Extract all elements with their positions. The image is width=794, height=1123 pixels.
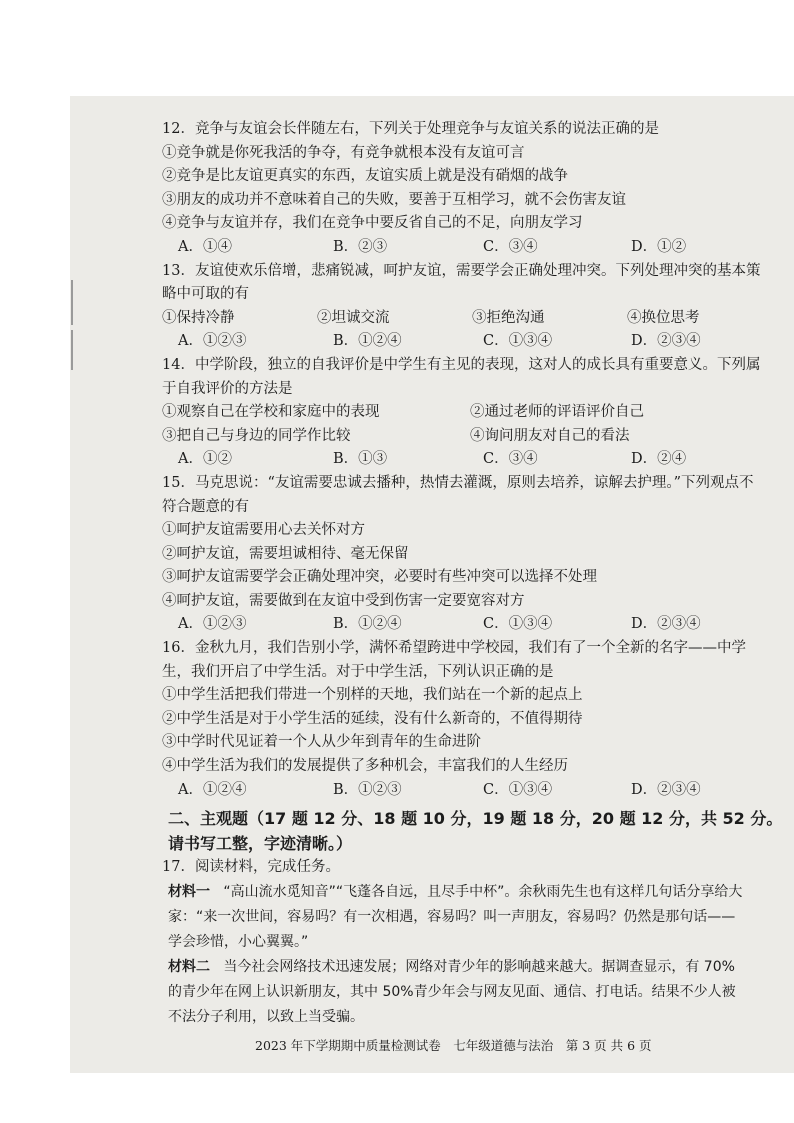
answer-options: [162, 330, 762, 354]
question-12: [162, 118, 762, 260]
question-stem: 14．中学阶段，独立的自我评价是中学生有主见的表现，这对人的成长具有重要意义。下列属于自我评价的方法是: [162, 356, 761, 397]
option-a: A．①②③: [178, 333, 247, 350]
option-d: D．②③④: [631, 616, 701, 633]
statement: ②中学生活是对于小学生活的延续，没有什么新奇的，不值得期待: [162, 710, 583, 727]
material-two: [168, 955, 748, 1030]
question-15: [162, 472, 762, 637]
material-label: 材料一: [168, 883, 210, 900]
answer-options: [162, 448, 762, 472]
option-d: D．②③④: [631, 333, 701, 350]
option-b: B．①②④: [333, 333, 402, 350]
statement: ②竞争是比友谊更真实的东西，友谊实质上就是没有硝烟的战争: [162, 168, 568, 185]
question-stem: 16．金秋九月，我们告别小学，满怀希望跨进中学校园，我们有了一个全新的名字——中学生，我们开启了中学生活。对于中学生活，下列认识正确的是: [162, 640, 746, 680]
question-stem: 15．马克思说：“友谊需要忠诚去播种，热情去灌溉，原则去培养，谅解去护理。”下列观点不符合题意的有: [162, 474, 754, 515]
statement: ②通过老师的评语评价自己: [470, 404, 644, 421]
statement: ④竞争与友谊并存，我们在竞争中要反省自己的不足，向朋友学习: [162, 215, 583, 232]
page-footer: 2023 年下学期期中质量检测试卷 七年级道德与法治 第 3 页 共 6 页: [255, 1038, 652, 1053]
statement: ③朋友的成功并不意味着自己的失败，要善于互相学习，就不会伤害友谊: [162, 191, 626, 208]
option-a: A．①②④: [178, 781, 247, 798]
option-c: C．③④: [483, 451, 538, 468]
option-c: C．①③④: [483, 781, 553, 798]
option-a: A．①②③: [178, 616, 247, 633]
statement: ④中学生活为我们的发展提供了多种机会，丰富我们的人生经历: [162, 758, 568, 775]
statement: ③中学时代见证着一个人从少年到青年的生命进阶: [162, 734, 481, 751]
option-a: A．①②: [178, 451, 232, 468]
material-text: “高山流水觅知音”“飞蓬各自远，且尽手中杯”。余秋雨先生也有这样几句话分享给大家：“来一次世间，容易吗？有一次相遇，容易吗？叫一声朋友，容易吗？仍然是那句话——学会珍惜，小心翼翼。”: [168, 883, 743, 950]
material-label: 材料二: [168, 958, 210, 975]
question-16: [162, 637, 762, 802]
statement: ②坦诚交流: [317, 309, 390, 326]
option-b: B．①③: [333, 451, 388, 468]
option-d: D．①②: [631, 238, 687, 255]
statement-row: [162, 401, 762, 425]
question-stem: 12．竞争与友谊会长伴随左右，下列关于处理竞争与友谊关系的说法正确的是: [162, 121, 659, 137]
question-stem: 17．阅读材料，完成任务。: [162, 859, 340, 876]
statement: ③呵护友谊需要学会正确处理冲突，必要时有些冲突可以选择不处理: [162, 569, 597, 586]
answer-options: [162, 779, 762, 803]
answer-options: [162, 236, 762, 260]
statement: ③拒绝沟通: [472, 309, 545, 326]
statement: ①中学生活把我们带进一个别样的天地，我们站在一个新的起点上: [162, 687, 583, 704]
statement-row: [162, 307, 762, 331]
option-c: C．③④: [483, 238, 538, 255]
binding-mark: [71, 280, 73, 325]
question-14: [162, 354, 762, 472]
exam-content: [162, 118, 783, 1030]
binding-mark: [71, 330, 73, 370]
question-stem: 13．友谊使欢乐倍增，悲痛锐减，呵护友谊，需要学会正确处理冲突。下列处理冲突的基本策略中可取的有: [162, 262, 761, 303]
statement: ①竞争就是你死我活的争夺，有竞争就根本没有友谊可言: [162, 144, 525, 161]
statement-row: [162, 425, 762, 449]
answer-options: [162, 613, 762, 637]
statement: ①观察自己在学校和家庭中的表现: [162, 404, 380, 421]
statement: ②呵护友谊，需要坦诚相待、毫无保留: [162, 545, 409, 562]
statement: ③把自己与身边的同学作比较: [162, 427, 351, 444]
option-a: A．①④: [178, 238, 232, 255]
statement: ①保持冷静: [162, 309, 235, 326]
option-c: C．①③④: [483, 333, 553, 350]
statement: ④换位思考: [627, 309, 700, 326]
option-d: D．②④: [631, 451, 687, 468]
material-text: 当今社会网络技术迅速发展；网络对青少年的影响越来越大。据调查显示，有 70%的青少年在网上认识新朋友，其中 50%青少年会与网友见面、通信、打电话。结果不少人被不法分子利用，以致上当受骗。: [168, 958, 736, 1025]
statement: ④呵护友谊，需要做到在友谊中受到伤害一定要宽容对方: [162, 592, 525, 609]
question-17: [162, 856, 762, 1030]
option-b: B．①②③: [333, 781, 402, 798]
option-b: B．②③: [333, 238, 388, 255]
statement: ①呵护友谊需要用心去关怀对方: [162, 522, 365, 539]
section-heading: 二、主观题（17 题 12 分、18 题 10 分，19 题 18 分，20 题 12 分，共 52 分。: [168, 809, 783, 829]
section-note: 请书写工整，字迹清晰。）: [168, 834, 353, 854]
option-d: D．②③④: [631, 781, 701, 798]
option-c: C．①③④: [483, 616, 553, 633]
material-one: [168, 880, 748, 955]
statement: ④询问朋友对自己的看法: [470, 427, 630, 444]
option-b: B．①②④: [333, 616, 402, 633]
question-13: [162, 260, 762, 354]
